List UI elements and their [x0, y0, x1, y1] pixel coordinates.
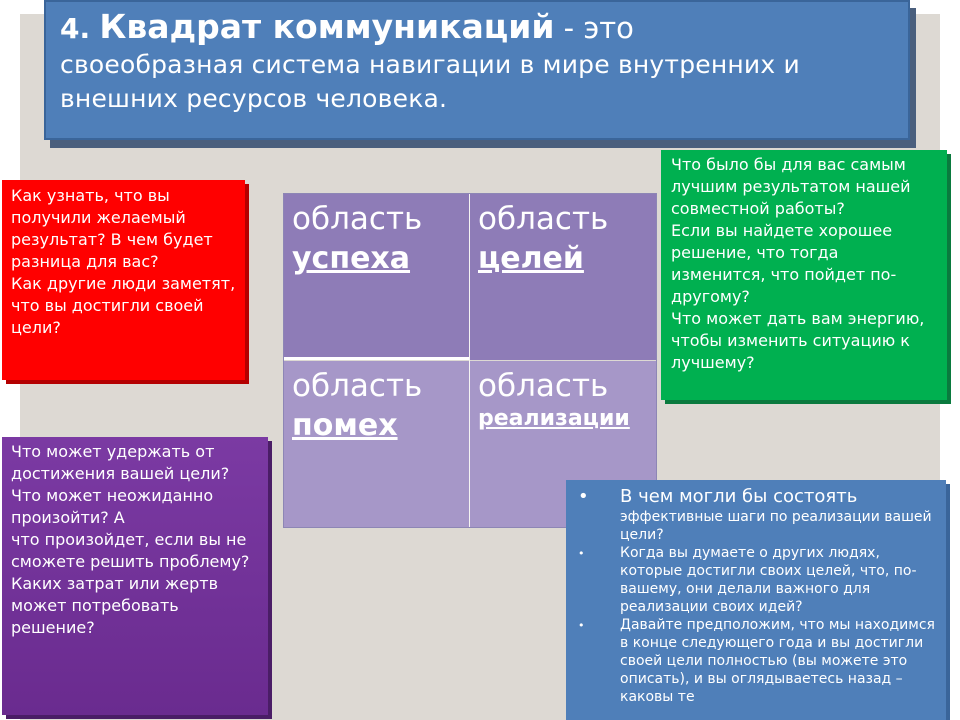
- red-question-1: Как узнать, что вы получили желаемый результат? В чем будет разница для вас?: [11, 186, 213, 271]
- title-heading: [60, 8, 894, 48]
- green-question-box: [661, 150, 947, 400]
- blue-question-1: [620, 486, 936, 544]
- purple-question-box: [2, 437, 268, 715]
- cell-success-label: область: [292, 201, 423, 237]
- purple-question-1: Что может удержать от достижения вашей цели?: [11, 442, 230, 483]
- title-dash: - это: [563, 11, 634, 45]
- red-question-box: [2, 180, 245, 380]
- title-number: 4.: [60, 12, 91, 45]
- cell-realization-label: область: [478, 368, 609, 404]
- blue-question-2: • Когда вы думаете о других людях, которые достигли своих целей, что, по-вашему, они делали важного для реализации своих идей?: [620, 544, 936, 616]
- red-question-2: Как другие люди заметят, что вы достигли своей цели?: [11, 274, 236, 337]
- blue-question-1-cont: эффективные шаги по реализации вашей цели?: [620, 509, 932, 543]
- communication-square: [283, 193, 657, 528]
- cell-goals: [470, 194, 656, 360]
- blue-question-3: • Давайте предположим, что мы находимся в конце следующего года и вы достигли своей цели полностью (вы можете это описать), и вы оглядываетесь назад – каковы те: [620, 616, 936, 706]
- cell-success-emph: успеха: [292, 241, 411, 276]
- cell-realization-emph: реализации: [478, 406, 630, 431]
- title-body: своеобразная система навигации в мире внутренних и внешних ресурсов человека.: [60, 50, 800, 113]
- blue-question-box: [566, 480, 946, 720]
- purple-question-2: Что может неожиданно произойти? А: [11, 486, 214, 527]
- title-banner: [44, 0, 910, 140]
- green-question-2: Если вы найдете хорошее решение, что тогда изменится, что пойдет по-другому?: [671, 221, 897, 306]
- green-question-1: Что было бы для вас самым лучшим результатом нашей совместной работы?: [671, 155, 911, 218]
- cell-obstacles-label: область: [292, 368, 423, 404]
- blue-question-1-lead: В чем могли бы состоять: [620, 486, 858, 507]
- blue-question-list: [576, 486, 936, 706]
- cell-obstacles: [284, 361, 469, 527]
- cell-goals-label: область: [478, 201, 609, 237]
- title-bold: Квадрат коммуникаций: [99, 7, 555, 46]
- purple-question-3: что произойдет, если вы не сможете решить проблему?: [11, 530, 250, 571]
- cell-obstacles-emph: помех: [292, 408, 398, 443]
- green-question-3: Что может дать вам энергию, чтобы изменить ситуацию к лучшему?: [671, 309, 925, 372]
- purple-question-4: Каких затрат или жертв может потребовать решение?: [11, 574, 219, 637]
- cell-goals-emph: целей: [478, 241, 584, 276]
- cell-success: [284, 194, 469, 360]
- matrix-divider: [469, 194, 470, 527]
